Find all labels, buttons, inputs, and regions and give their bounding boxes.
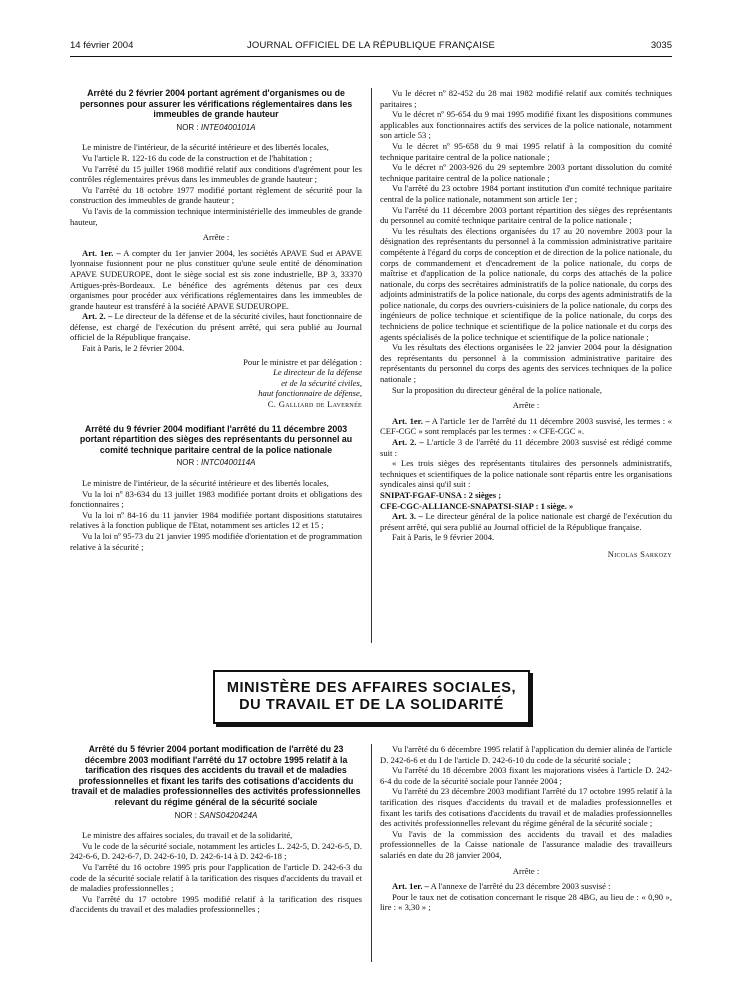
arrete3-left-para-1: Vu le code de la sécurité sociale, notamment les articles L. 242-5, D. 242-6-5, D. 242-6-6, D. 242-6-7, D. 242-6-10, D. 242-6-14 à D. 242-6-18 ; <box>70 840 362 862</box>
arrete2-left-para-0: Le ministre de l'intérieur, de la sécurité intérieure et des libertés locales, <box>82 478 329 488</box>
arrete2-arrete-label: Arrête : <box>512 400 540 411</box>
arrete1-para-1: Vu l'article R. 122-16 du code de la construction et de l'habitation ; <box>82 152 313 163</box>
arrete1-article-2: Art. 2. – Le directeur de la défense et de la sécurité civiles, haut fonctionnaire de défense, est chargé de l'exécution du présent arrêté, qui sera publié au Journal officiel de la République française. <box>70 311 362 343</box>
arrete3-article-1: Art. 1er. – A l'annexe de l'arrêté du 23 décembre 2003 susvisé : <box>392 881 611 892</box>
ministry-banner <box>213 670 530 724</box>
arrete3-right-para-0: Vu l'arrêté du 6 décembre 1995 relatif à l'application du dernier alinéa de l'article D. 242-6-6 et du I de l'article D. 242-6-10 du code de la sécurité sociale ; <box>380 744 672 765</box>
arrete3-left-para-3: Vu l'arrêté du 17 octobre 1995 modifié relatif à la tarification des risques d'accidents du travail et des maladies professionnelles ; <box>70 893 362 915</box>
arrete2-fait: Fait à Paris, le 9 février 2004. <box>392 532 495 543</box>
arrete2-signatory: Nicolas Sarkozy <box>607 548 672 559</box>
page-number: 3035 <box>650 40 672 51</box>
arrete2-right-para-6: Vu les résultats des élections organisées du 17 au 20 novembre 2003 pour la désignation des représentants du personnel à la commission administrative paritaire compétente à l'égard du corps de conception et de direction de la police nationale, du corps de commandement et d'encadrement de la police nationale, du corps de maîtrise et d'application de la police nationale, du corps des attachés de la police nationale, du corps des secrétaires administratifs de la police nationale, du corps des adjoints administratifs de la police nationale, du corps des agents administratifs de la police nationale, du corps des ouvriers-cuisiniers de la police nationale, du corps des ingénieurs de police technique et scientifique de la police nationale, du corps des techniciens de police technique et scientifique de la police nationale et du corps des agents spécialisés de la police technique et scientifique de la police nationale ; <box>380 225 672 342</box>
arrete3-right-para-1: Vu l'arrêté du 18 décembre 2003 fixant les majorations visées à l'article D. 242-6-4 du code de la sécurité sociale pour l'année 2004 ; <box>380 765 672 786</box>
arrete2-quote: « Les trois sièges des représentants titulaires des personnels administratifs, techniques et scientifiques de la police nationale sont répartis entre les organisations syndicales ainsi qu'il suit : <box>380 458 672 490</box>
arrete2-quote-line-2: CFE-CGC-ALLIANCE-SNAPATSI-SIAP : 1 siège. » <box>380 500 574 511</box>
arrete1-signature-block: Pour le ministre et par délégation : Le directeur de la défense et de la sécurité civiles, haut fonctionnaire de défense, C. Galliard de Lavernée <box>70 357 362 410</box>
arrete3-right-para-3: Vu l'avis de la commission des accidents du travail et des maladies professionnelles de la Caisse nationale de l'assurance maladie des travailleurs salariés en date du 28 janvier 2004, <box>380 828 672 860</box>
ministry-line-1: MINISTÈRE DES AFFAIRES SOCIALES, <box>226 680 517 696</box>
arrete2-quote-line-1: SNIPAT-FGAF-UNSA : 2 sièges ; <box>380 489 502 500</box>
arrete2-right-para-8: Sur la proposition du directeur général de la police nationale, <box>392 384 602 395</box>
arrete2-right-para-3: Vu le décret nº 2003-926 du 29 septembre 2003 portant dissolution du comité technique paritaire central de la police nationale ; <box>380 162 672 183</box>
right-column-top <box>380 88 672 560</box>
arrete3-title: Arrêté du 5 février 2004 portant modification de l'arrêté du 23 décembre 2003 modifiant l'arrêté du 17 octobre 1995 relatif à la tarification des risques des accidents du travail et de maladies professionnelles et fixant les tarifs des cotisations d'accidents du travail et de maladies professionnelles des activités professionnelles relevant du régime général de la sécurité sociale <box>71 744 361 807</box>
arrete2-right-para-2: Vu le décret nº 95-658 du 9 mai 1995 relatif à la composition du comité technique paritaire central de la police nationale ; <box>380 140 672 162</box>
arrete1-title: Arrêté du 2 février 2004 portant agrément d'organismes ou de personnes pour assurer les vérifications réglementaires dans les immeubles de grande hauteur <box>79 88 353 120</box>
column-divider-bottom <box>371 744 372 962</box>
arrete2-right-para-1: Vu le décret nº 95-654 du 9 mai 1995 modifié fixant les dispositions communes applicables aux fonctionnaires actifs des services de la police nationale, notamment son article 53 ; <box>380 109 672 141</box>
arrete1-para-4: Vu l'avis de la commission technique interministérielle des immeubles de grande hauteur, <box>70 205 362 227</box>
left-column-bottom <box>70 744 362 915</box>
left-column-top <box>70 88 362 552</box>
arrete2-article-2: Art. 2. – L'article 3 de l'arrêté du 11 décembre 2003 susvisé est rédigé comme suit : <box>380 437 672 458</box>
arrete1-fait: Fait à Paris, le 2 février 2004. <box>82 343 185 354</box>
arrete2-left-para-1: Vu la loi nº 83-634 du 13 juillet 1983 modifiée portant droits et obligations des fonctionnaires ; <box>70 488 362 510</box>
arrete3-arrete-label: Arrête : <box>512 865 540 876</box>
arrete3-left-para-0: Le ministre des affaires sociales, du travail et de la solidarité, <box>82 830 293 841</box>
arrete3-last-line: Pour le taux net de cotisation concernant le risque 28 4BG, au lieu de : « 0,90 », lire : « 3,30 » ; <box>380 891 672 913</box>
arrete2-right-para-4: Vu l'arrêté du 23 octobre 1984 portant institution d'un comité technique paritaire central de la police nationale, notamment son article 1er ; <box>380 183 672 204</box>
arrete2-article-3: Art. 3. – Le directeur général de la police nationale est chargé de l'exécution du présent arrêté, qui sera publié au Journal officiel de la République française. <box>380 511 672 532</box>
ministry-line-2: DU TRAVAIL ET DE LA SOLIDARITÉ <box>239 697 504 713</box>
header-date: 14 février 2004 <box>70 40 134 51</box>
arrete2-title: Arrêté du 9 février 2004 modifiant l'arrêté du 11 décembre 2003 portant répartition des sièges des représentants du personnel au comité technique paritaire central de la police nationale <box>79 423 353 455</box>
arrete3-right-para-2: Vu l'arrêté du 23 décembre 2003 modifiant l'arrêté du 17 octobre 1995 relatif à la tarification des risques d'accidents du travail et de maladies professionnelles et fixant les tarifs des cotisations d'accidents du travail et de maladies professionnelles des activités professionnelles relevant du régime général de la sécurité sociale ; <box>380 786 672 829</box>
journal-title: JOURNAL OFFICIEL DE LA RÉPUBLIQUE FRANÇAISE <box>246 40 496 51</box>
arrete3-nor: NOR : SANS0420424A <box>174 810 258 820</box>
column-divider-top <box>371 88 372 643</box>
right-column-bottom <box>380 744 672 913</box>
arrete1-signatory: C. Galliard de Lavernée <box>267 399 362 410</box>
arrete2-article-1: Art. 1er. – A l'article 1er de l'arrêté du 11 décembre 2003 susvisé, les termes : « CEF-CGC » sont remplacés par les termes : « CFE-CGC ». <box>380 415 672 437</box>
arrete2-nor: NOR : INTC0400114A <box>176 458 256 468</box>
header-rule <box>70 56 672 57</box>
arrete1-para-0: Le ministre de l'intérieur, de la sécurité intérieure et des libertés locales, <box>82 142 329 153</box>
arrete1-para-3: Vu l'arrêté du 18 octobre 1977 modifié portant règlement de sécurité pour la construction des immeubles de grande hauteur ; <box>70 184 362 206</box>
arrete2-right-para-5: Vu l'arrêté du 11 décembre 2003 portant répartition des sièges des représentants du personnel au comité technique paritaire central de la police nationale ; <box>380 204 672 226</box>
arrete1-nor: NOR : INTE0400101A <box>176 122 256 132</box>
arrete2-right-para-7: Vu les résultats des élections organisées le 22 janvier 2004 pour la désignation des représentants du personnel à la commission administrative paritaire des représentants du personnel du corps des agents des services techniques de la police nationale ; <box>380 342 672 385</box>
arrete1-arrete-label: Arrête : <box>202 232 230 243</box>
arrete2-right-para-0: Vu le décret nº 82-452 du 28 mai 1982 modifié relatif aux comités techniques paritaires ; <box>380 88 672 109</box>
arrete1-article-1: Art. 1er. – A compter du 1er janvier 2004, les sociétés APAVE Sud et APAVE lyonnaise fusionnent pour ne plus constituer qu'une seule entité de dénomination APAVE SUDEUROPE, dont le siège social est sis zone industrielle, BP 3, 33370 Artigues-près-Bordeaux. Le bénéfice des agréments détenus par ces deux organismes pour procéder aux vérifications réglementaires dans les immeubles de grande hauteur est transféré à la société APAVE SUDEUROPE. <box>70 247 362 311</box>
arrete1-para-2: Vu l'arrêté du 15 juillet 1968 modifié relatif aux conditions d'agrément pour les contrôles réglementaires prévus dans les immeubles de grande hauteur ; <box>70 163 362 185</box>
arrete2-left-para-3: Vu la loi nº 95-73 du 21 janvier 1995 modifiée d'orientation et de programmation relative à la sécurité ; <box>70 530 362 552</box>
arrete2-left-para-2: Vu la loi nº 84-16 du 11 janvier 1984 modifiée portant dispositions statutaires relatives à la fonction publique de l'Etat, notamment ses articles 12 et 15 ; <box>70 509 362 531</box>
page-header <box>70 38 672 56</box>
arrete3-left-para-2: Vu l'arrêté du 16 octobre 1995 pris pour l'application de l'article D. 242-6-3 du code de la sécurité sociale relatif à la tarification des risques d'accidents du travail et de maladies professionnelles ; <box>70 861 362 894</box>
